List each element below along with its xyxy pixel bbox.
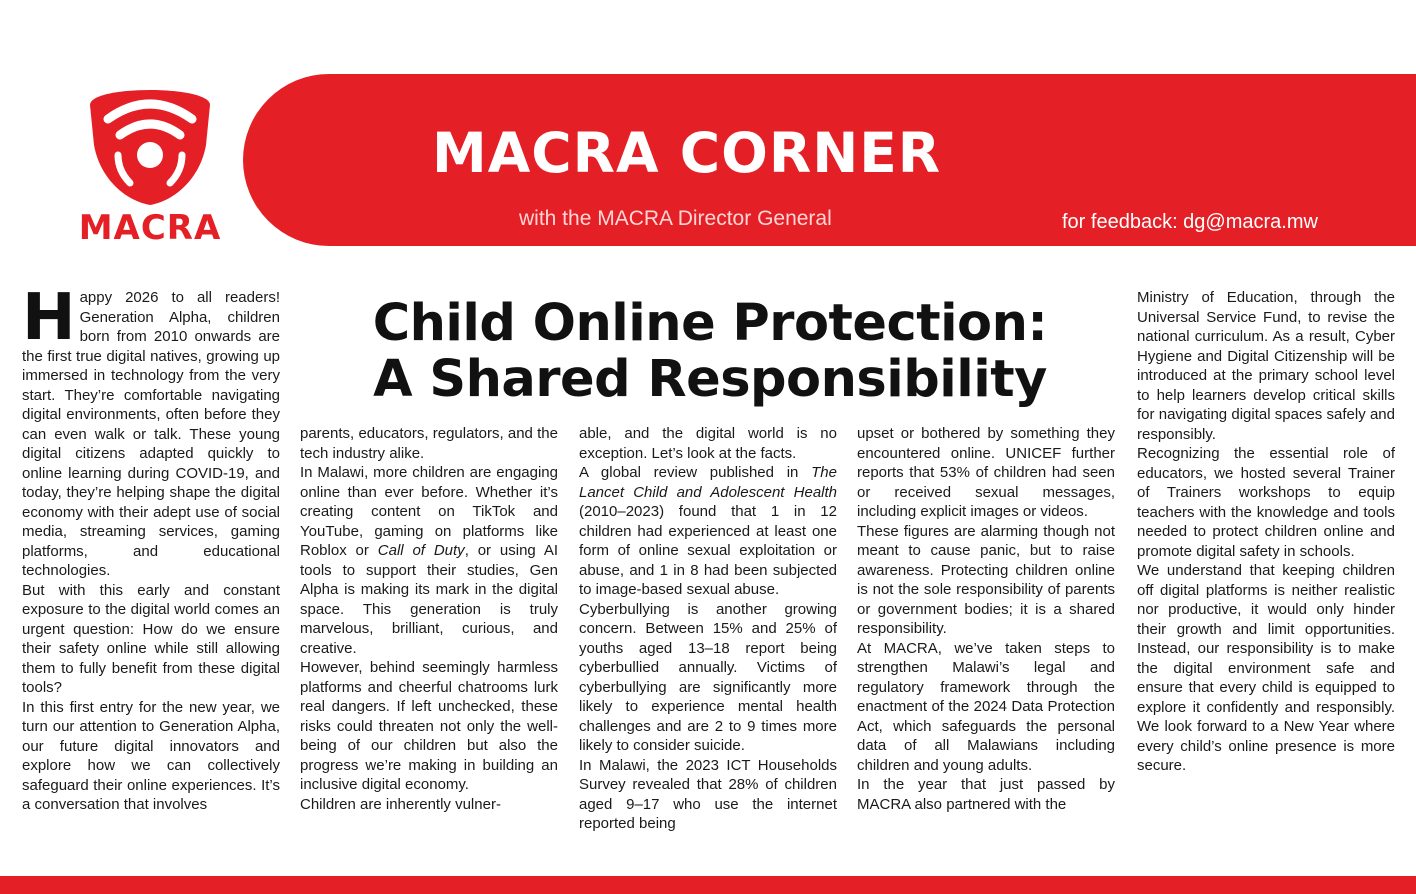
article-paragraph: However, behind seemingly harmless platforms and cheerful chatrooms lurk real dangers. If left unchecked, these risks could threaten not only the well-being of our children but also the progress we’re making in building an inclusive digital economy. <box>300 659 558 793</box>
journal-title: The Lancet Child and Adolescent Health <box>579 464 837 501</box>
article-column-1 <box>22 288 280 874</box>
headline-line-1: Child Online Protection: <box>372 294 1048 353</box>
macra-logo <box>70 70 230 250</box>
article-paragraph <box>579 463 837 600</box>
article-paragraph: In Malawi, the 2023 ICT Households Survey revealed that 28% of children aged 9–17 who use the internet reported being <box>579 756 837 832</box>
article-paragraph: Children are inherently vulner- <box>300 795 501 813</box>
footer-rule <box>0 876 1416 894</box>
article-column-5 <box>1137 288 1395 874</box>
paragraph-text: A global review published in <box>579 464 812 481</box>
drop-cap: H <box>22 288 76 355</box>
article-paragraph <box>300 463 558 658</box>
article-paragraph: We understand that keeping children off digital platforms is neither realistic nor productive, it would only hinder their growth and limit opportunities. Instead, our responsibility is to make the digital environment safe and ensure that every child is equipped to explore it confidently and responsibly. We look forward to a New Year where every child’s online presence is more secure. <box>1137 562 1395 774</box>
article-headline <box>300 296 1120 408</box>
paragraph-text: In Malawi, more children are engaging online than ever before. Whether it’s creating content on TikTok and YouTube, gaming on platforms like Roblox or <box>300 464 558 559</box>
paragraph-text: , or using AI tools to support their studies, Gen Alpha is making its mark in the digital space. This generation is truly marvelous, brilliant, curious, and creative. <box>300 542 558 657</box>
wifi-signal-icon <box>84 75 216 207</box>
article-paragraph: In this first entry for the new year, we turn our attention to Generation Alpha, our future digital innovators and explore how we can collectively safeguard their online experiences. It’s a conversation that involves <box>22 698 280 813</box>
article-paragraph: In the year that just passed by MACRA also partnered with the <box>857 776 1115 813</box>
article-paragraph: These figures are alarming though not meant to cause panic, but to raise awareness. Protecting children online is not the sole responsibility of parents or government bodies; it is a shared responsibility. <box>857 522 1115 637</box>
article-paragraph: able, and the digital world is no exception. Let’s look at the facts. <box>579 425 837 462</box>
article-column-3 <box>579 424 837 874</box>
column-title: MACRA CORNER <box>432 121 942 185</box>
article-column-2 <box>300 424 558 874</box>
article-paragraph: At MACRA, we’ve taken steps to strengthen Malawi’s legal and regulatory framework through the enactment of the 2024 Data Protection Act, which safeguards the personal data of all Malawians including children and young adults. <box>857 639 1115 774</box>
game-title: Call of Duty <box>377 542 465 559</box>
article-paragraph: parents, educators, regulators, and the tech industry alike. <box>300 425 558 462</box>
article-paragraph: Cyberbullying is another growing concern. Between 15% and 25% of youths aged 13–18 report being cyberbullied annually. Victims of cyberbullying are significantly more likely to experience mental health challenges and are 2 to 9 times more likely to consider suicide. <box>579 600 837 754</box>
article-paragraph: Ministry of Education, through the Universal Service Fund, to revise the national curriculum. As a result, Cyber Hygiene and Digital Citizenship will be introduced at the primary school level to help learners develop critical skills for navigating digital spaces safely and responsibly. <box>1137 289 1395 443</box>
feedback-email: for feedback: dg@macra.mw <box>1062 211 1318 233</box>
headline-line-2: A Shared Responsibility <box>373 350 1047 409</box>
paragraph-text: (2010–2023) found that 1 in 12 children had experienced at least one form of online sexual exploitation or abuse, and 1 in 8 had been subjected to image-based sexual abuse. <box>579 503 837 598</box>
logo-wordmark: MACRA <box>78 208 222 248</box>
article-paragraph: upset or bothered by something they encountered online. UNICEF further reports that 53% of children had seen or received sexual messages, including explicit images or videos. <box>857 425 1115 520</box>
article-paragraph: Recognizing the essential role of educators, we hosted several Trainer of Trainers workshops to equip teachers with the knowledge and tools needed to protect children online and promote digital safety in schools. <box>1137 445 1395 560</box>
paragraph-text: appy 2026 to all readers! Generation Alpha, children born from 2010 onwards are the first true digital natives, growing up immersed in technology from the very start. They’re comfortable navigating digital environments, often before they can even walk or talk. These young digital citizens adapted quickly to online learning during COVID-19, and today, they’re helping shape the digital economy with their adept use of social media, streaming services, gaming platforms, and educational technologies. <box>22 289 280 579</box>
article-column-4 <box>857 424 1115 874</box>
article-paragraph <box>22 288 280 581</box>
column-byline: with the MACRA Director General <box>519 207 832 230</box>
article-paragraph: But with this early and constant exposure to the digital world comes an urgent question: How do we ensure their safety online while still allowing them to fully benefit from these digital tools? <box>22 581 280 696</box>
